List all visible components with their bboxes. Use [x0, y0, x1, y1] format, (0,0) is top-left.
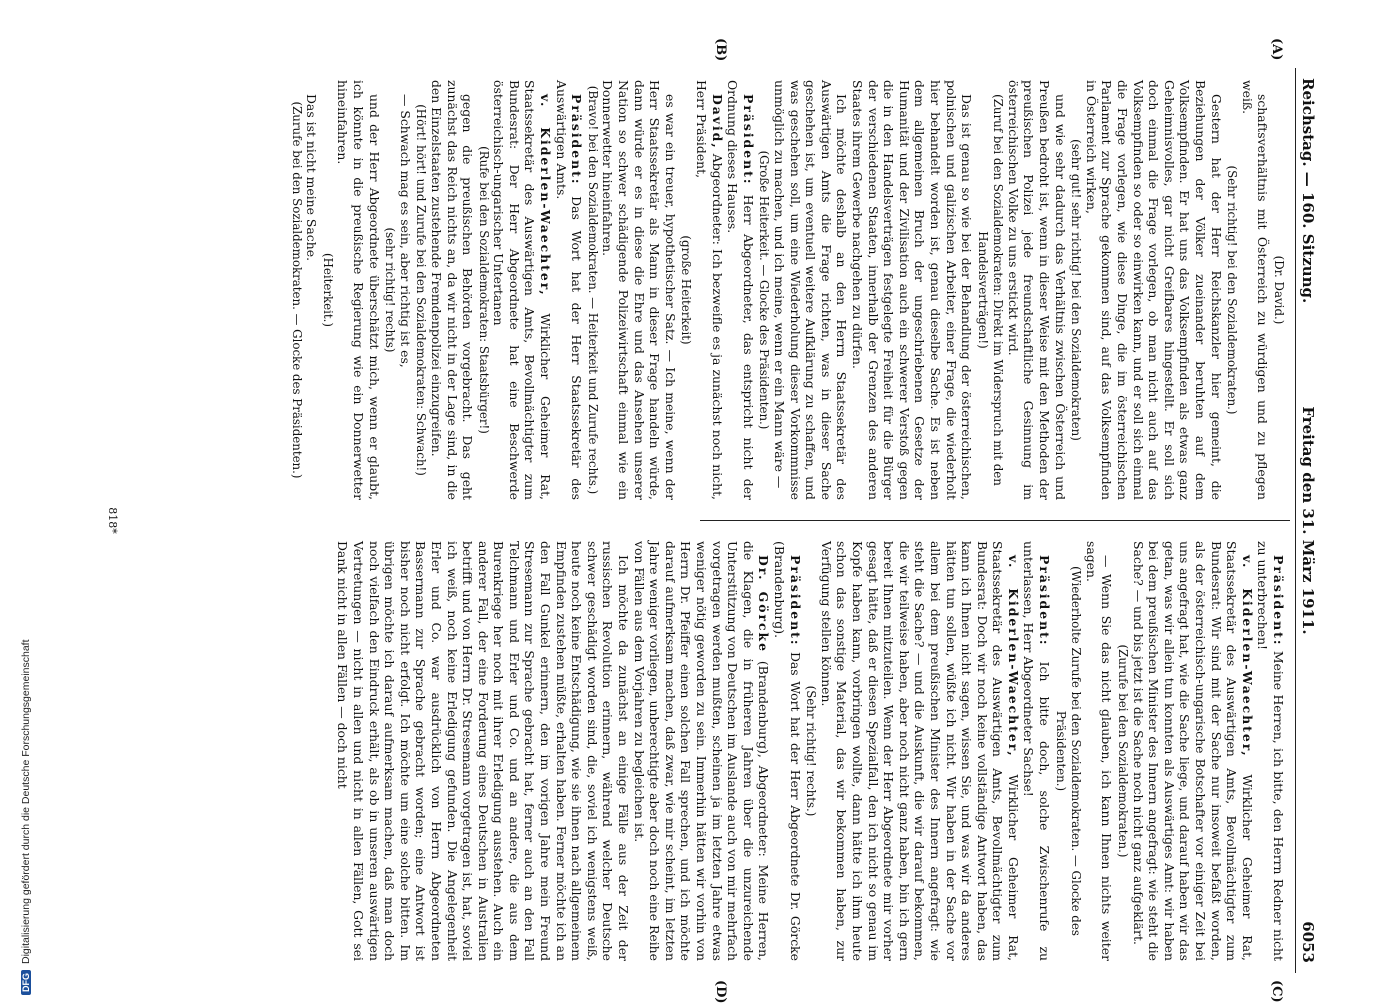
paragraph-text: Ich bitte doch, solche Zwischenrufe zu unterlassen, Herr Abgeordneter Sachse!: [1021, 541, 1053, 961]
left-column: [289, 80, 1286, 500]
paragraph-text: (sehr richtig! rechts): [383, 227, 398, 353]
interjection: [803, 541, 819, 961]
interjection: [1114, 541, 1130, 961]
paragraph-text: Das ist genau so wie bei der Behandlung der österreichischen, polnischen und galizischen Arbeiter, einer Frage, die wiederholt hier behandelt worden ist, genau dieselbe Sache. Es ist neben dem allgemeinen Bruch der ungeschriebenen Gesetze der Humanität und der Zivilisation auch ein schwerer Verstoß gegen die in den Handelsverträgen festgelegte Freiheit für die Bürger der verschiedenen Staaten, innerhalb der Grenzen des anderen Staates ihrem Gewerbe nachgehen zu dürfen.: [849, 80, 975, 500]
paragraph-text: Meine Herren, ich bitte, den Herrn Redner nicht zu unterbrechen!: [1255, 541, 1286, 961]
paragraph-text: und der Herr Abgeordnete überschätzt mich, wenn er glaubt, ich könnte in die preußische Regierung wie ein Donnerwetter hineinfahren.: [335, 80, 382, 500]
paragraph: [1021, 541, 1052, 961]
paragraph-text: (Zuruf bei den Sozialdemokraten: Direkt im Widerspruch mit den Handelsverträgen!): [975, 94, 1006, 486]
speaker-name: Dr. Görcke: [756, 555, 772, 654]
paragraph-text: (Sehr richtig! bei den Sozialdemokraten.): [1225, 165, 1240, 415]
interjection: [475, 80, 491, 500]
header-page-number: 6053: [1299, 921, 1317, 963]
paragraph-text: (Große Heiterkeit. — Glocke des Präsidenten.): [757, 150, 772, 430]
paragraph: [631, 541, 771, 961]
interjection: [288, 80, 304, 500]
speaker-name: v. Kiderlen-Waechter,: [538, 94, 554, 297]
paragraph-text: Ich möchte da zunächst an einige Fälle aus der Zeit der russischen Revolution erinnern, während welcher Deutsche schwer geschädigt worden sind, die, soviel ich wenigstens weiß, heute noch keine Entschädigung, wie sie ihnen nach allgemeinem Empfinden zustehen müßte, erhalten haben. Ferner möchte ich an den Fall Gunkel erinnern, den im vorigen Jahre mein Freund Stresemann zur Sprache gebracht hat, ferner auch an den Fall Telchmann und Erler und Co. und an andere, die aus dem Burenkriege her noch mit ihrer Erledigung ausstehen. Auch ein anderer Fall, der eine Forderung eines Deutschen in Australien betrifft und von Herrn Dr. Stresemann vorgetragen ist, hat, soviel ich weiß, noch keine Erledigung gefunden. Die Angelegenheit Erler und Co. war ausdrücklich von Herrn Abgeordneten Bassermann zur Sprache gebracht worden; eine Antwort ist bisher noch nicht erfolgt. Ich möchte um eine solche bitten. Im übrigen möchte ich darauf aufmerksam machen, daß man doch noch vielfach den Eindruck erhält, als ob in unseren auswärtigen Vertretungen — nicht in allen und nicht in allen Fällen, Gott sei Dank nicht in allen Fällen — doch nicht: [335, 541, 632, 961]
interjection: [584, 80, 600, 500]
paragraph: [600, 80, 678, 500]
paragraph-text: (große Heiterkeit): [679, 235, 694, 345]
paragraph-text: Wirklicher Geheimer Rat, Staatssekretär des Auswärtigen Amts, Bevollmächtigter zum Bundesrat: Doch wir noch keine vollständige Antwort haben, das kann ich Ihnen nicht sagen, wissen Sie, und was wir da anderes hätten tun sollen, wüßte ich nicht. Wir haben in der Sache vor allem bei dem preußischen Minister des Innern angefragt: wie steht die Sache? — und die Auskunft, die wir darauf bekommen, die wir teilweise haben, aber noch nicht ganz haben, bin ich gern bereit Ihnen mitzuteilen. Wenn der Herr Abgeordnete mir vorher gesagt hätte, daß er diesen Spezialfall, den ich nicht so genau im Kopfe haben kann, vorbringen wollte, dann hätte ich ihm heute schon das sonstige Material, das wir bekommen haben, zur Verfügung stellen können.: [818, 541, 1021, 961]
paragraph-text: (Sehr richtig! rechts.): [804, 685, 819, 817]
interjection: [1224, 80, 1240, 500]
paragraph: [428, 80, 475, 500]
right-column: [335, 541, 1286, 961]
paragraph-text: (Zurufe bei den Sozialdemokraten. — Glocke des Präsidenten.): [289, 101, 304, 479]
paragraph-text: Wirklicher Geheimer Rat, Staatssekretär des Auswärtigen Amts, Bevollmächtigter zum Bundesrat: Der Herr Abgeordnete hat eine Beschwerde österreichisch-ungarischer Untertanen: [491, 80, 554, 500]
paragraph: [725, 80, 756, 500]
column-divider: [700, 520, 1290, 521]
interjection: [1270, 80, 1286, 500]
speaker-name: Präsident:: [1271, 555, 1286, 647]
paragraph: [1083, 80, 1223, 500]
page-code: 818*: [106, 507, 119, 534]
digitization-credit: [20, 639, 32, 995]
paragraph-text: (sehr gut! sehr richtig! bei den Sozialdemokraten): [1069, 139, 1084, 441]
paragraph-text: Das ist nicht meine Sache.: [304, 94, 320, 262]
paragraph-text: Wirklicher Geheimer Rat, Staatssekretär des Auswärtigen Amts, Bevollmächtigter zum Bundesrat: Wir sind mit der Sache nur insoweit befaßt worden, als der österreichisch-ungarische Botschafter vor einiger Zeit bei uns angefragt hat, wie die Sache liege, und darauf haben wir das getan, was wir allein tun konnten als Auswärtiges Amt: wir haben bei dem preußischen Minister des Innern angefragt: wie steht die Sache? — und bis jetzt ist die Sache noch nicht ganz aufgeklärt.: [1130, 541, 1255, 961]
interjection: [319, 80, 335, 500]
paragraph-text: und wie sehr dadurch das Verhältnis zwischen Österreich und Preußen bedroht ist, wenn in dieser Weise mit den Methoden der preußischen Polizei jede freundschaftliche Gesinnung im österreichischen Volke zu uns erstickt wird.: [1005, 80, 1068, 500]
paragraph: [553, 80, 584, 500]
margin-mark-a: (A): [1269, 38, 1284, 61]
paragraph: [849, 80, 974, 500]
interjection: [678, 80, 694, 500]
page-header: [1295, 68, 1320, 973]
paragraph-text: Herr Abgeordneter, das entspricht nicht der Ordnung dieses Hauses.: [725, 80, 756, 500]
interjection: [382, 80, 398, 500]
newspaper-page: [65, 38, 1320, 1004]
interjection: [974, 80, 1005, 500]
paragraph-text: (Heiterkeit.): [320, 252, 335, 327]
header-date: Freitag den 31. März 1911.: [1299, 406, 1317, 635]
paragraph-text: Das Wort hat der Herr Staatssekretär des Auswärtigen Amts.: [553, 80, 585, 500]
paragraph-text: (Zurufe bei den Sozialdemokraten.): [1116, 644, 1131, 858]
paragraph: [304, 80, 320, 500]
paragraph: [491, 80, 553, 500]
speaker-name: v. Kiderlen-Waechter,: [1239, 555, 1255, 758]
paragraph: [1083, 541, 1114, 961]
paragraph: [397, 80, 413, 500]
paragraph-text: (Brandenburg), Abgeordneter: Meine Herren, die Klagen, die in früheren Jahren über die unzureichende Unterstützung von Deutschen im Auslande auch von mir mehrfach vorgetragen werden mußten, scheinen ja im letzten Jahre etwas weniger nötig geworden zu sein. Immerhin hätten wir vorhin von Herrn Dr. Pfeiffer einen solchen Fall sprechen, und ich möchte darauf aufmerksam machen, daß zwar, wie mir scheint, im letzten Jahre weniger vorliegen, unberechtigte aber doch noch eine Reihe von Fällen aus dem Vorjahren zu begleichen ist.: [631, 541, 772, 961]
credit-text: Digitalisierung gefördert durch die Deutsche Forschungsgemeinschaft: [20, 639, 32, 964]
paragraph: [335, 541, 631, 961]
interjection: [756, 80, 772, 500]
paragraph-text: (Dr. David.): [1272, 255, 1286, 325]
paragraph-text: gegen die preußischen Behörden vorgebracht. Das geht zunächst das Reich nichts an, da wir nicht in der Lage sind, in die den Einzelstaaten zustehende Fremdenpolizei einzugreifen.: [428, 80, 476, 500]
paragraph-text: schaftsverhältnis mit Österreich zu würdigen und zu pflegen weiß.: [1239, 80, 1271, 500]
interjection: [1068, 80, 1084, 500]
paragraph-text: — Wenn Sie das nicht glauben, ich kann Ihnen nichts weiter sagen.: [1083, 541, 1115, 961]
paragraph-text: Ich möchte deshalb an den Herrn Staatssekretär des Auswärtigen Amts die Frage richten, was in dieser Sache geschehen ist, um eventuell weitere Aufklärung zu schaffen, und was geschehen soll, um eine Wiederholung dieser Vorkommnisse unmöglich zu machen, und ich meine, wenn er ein Mann wäre —: [772, 80, 850, 500]
paragraph: [335, 80, 382, 500]
paragraph-text: Gestern hat der Herr Reichskanzler hier gemeint, die Beziehungen der Völker zueinander beruhten auf dem Volksempfinden. Er hat uns das Volksempfinden als etwas ganz Geheimnisvolles, gar nicht Greifbares hingestellt. Er soll sich doch einmal die Frage vorlegen, ob man nicht auch auf das Volksempfinden so oder so einwirken kann, und er soll sich einmal die Frage vorlegen, wie diese Dinge, die im österreichischen Parlament zur Sprache gekommen sind, auf das Volksempfinden in Österreich wirken,: [1083, 80, 1224, 500]
speaker-name: Präsident:: [740, 94, 756, 186]
paragraph-text: — Schwach mag es sein, aber richtig ist es,: [397, 94, 413, 368]
paragraph: [1005, 80, 1067, 500]
paragraph-text: es war ein treuer, hypothetischer Satz. — Ich meine, wenn der Herr Staatssekretär als Mann in dieser Frage handeln würde, dann würde er es in diese die Ehre und das Ansehen unserer Nation so schwer schädigende Polizeiwirtschaft einmal wie ein Donnerwetter hineinfahren.: [600, 80, 678, 500]
paragraph-text: (Rufe bei den Sozialdemokraten: Staatsbürger!): [476, 146, 491, 434]
speaker-name: David,: [709, 94, 725, 150]
paragraph-text: (Bravo! bei den Sozialdemokraten. — Heiterkeit und Zurufe rechts.): [585, 85, 600, 495]
interjection: [1052, 541, 1083, 961]
paragraph: [693, 80, 724, 500]
paragraph: [1255, 541, 1286, 961]
dfg-logo: DFG: [21, 970, 31, 995]
paragraph-text: (Wiederholte Zurufe bei den Sozialdemokraten. — Glocke des Präsidenten.): [1053, 566, 1084, 936]
paragraph: [818, 541, 1021, 961]
speaker-name: Präsident:: [787, 555, 803, 647]
speaker-name: Präsident:: [1037, 555, 1053, 647]
margin-mark-d: (D): [713, 980, 728, 1004]
paragraph: [771, 541, 802, 961]
paragraph: [771, 80, 849, 500]
interjection: [413, 80, 429, 500]
header-session: Reichstag. — 160. Sitzung.: [1299, 78, 1317, 304]
margin-mark-b: (B): [713, 38, 728, 62]
paragraph-text: Abgeordneter: Ich bezweifle es ja zunächst noch nicht, Herr Präsident,: [694, 80, 725, 500]
paragraph: [1239, 80, 1270, 500]
margin-mark-c: (C): [1269, 980, 1284, 1003]
speaker-name: v. Kiderlen-Waechter,: [1005, 555, 1021, 758]
paragraph-text: Das Wort hat der Herr Abgeordnete Dr. Görcke (Brandenburg).: [772, 541, 803, 961]
speaker-name: Präsident:: [569, 94, 585, 186]
paragraph-text: (Hört! hört! und Zurufe bei den Sozialdemokraten: Schwach!): [414, 104, 429, 476]
paragraph: [1130, 541, 1255, 961]
